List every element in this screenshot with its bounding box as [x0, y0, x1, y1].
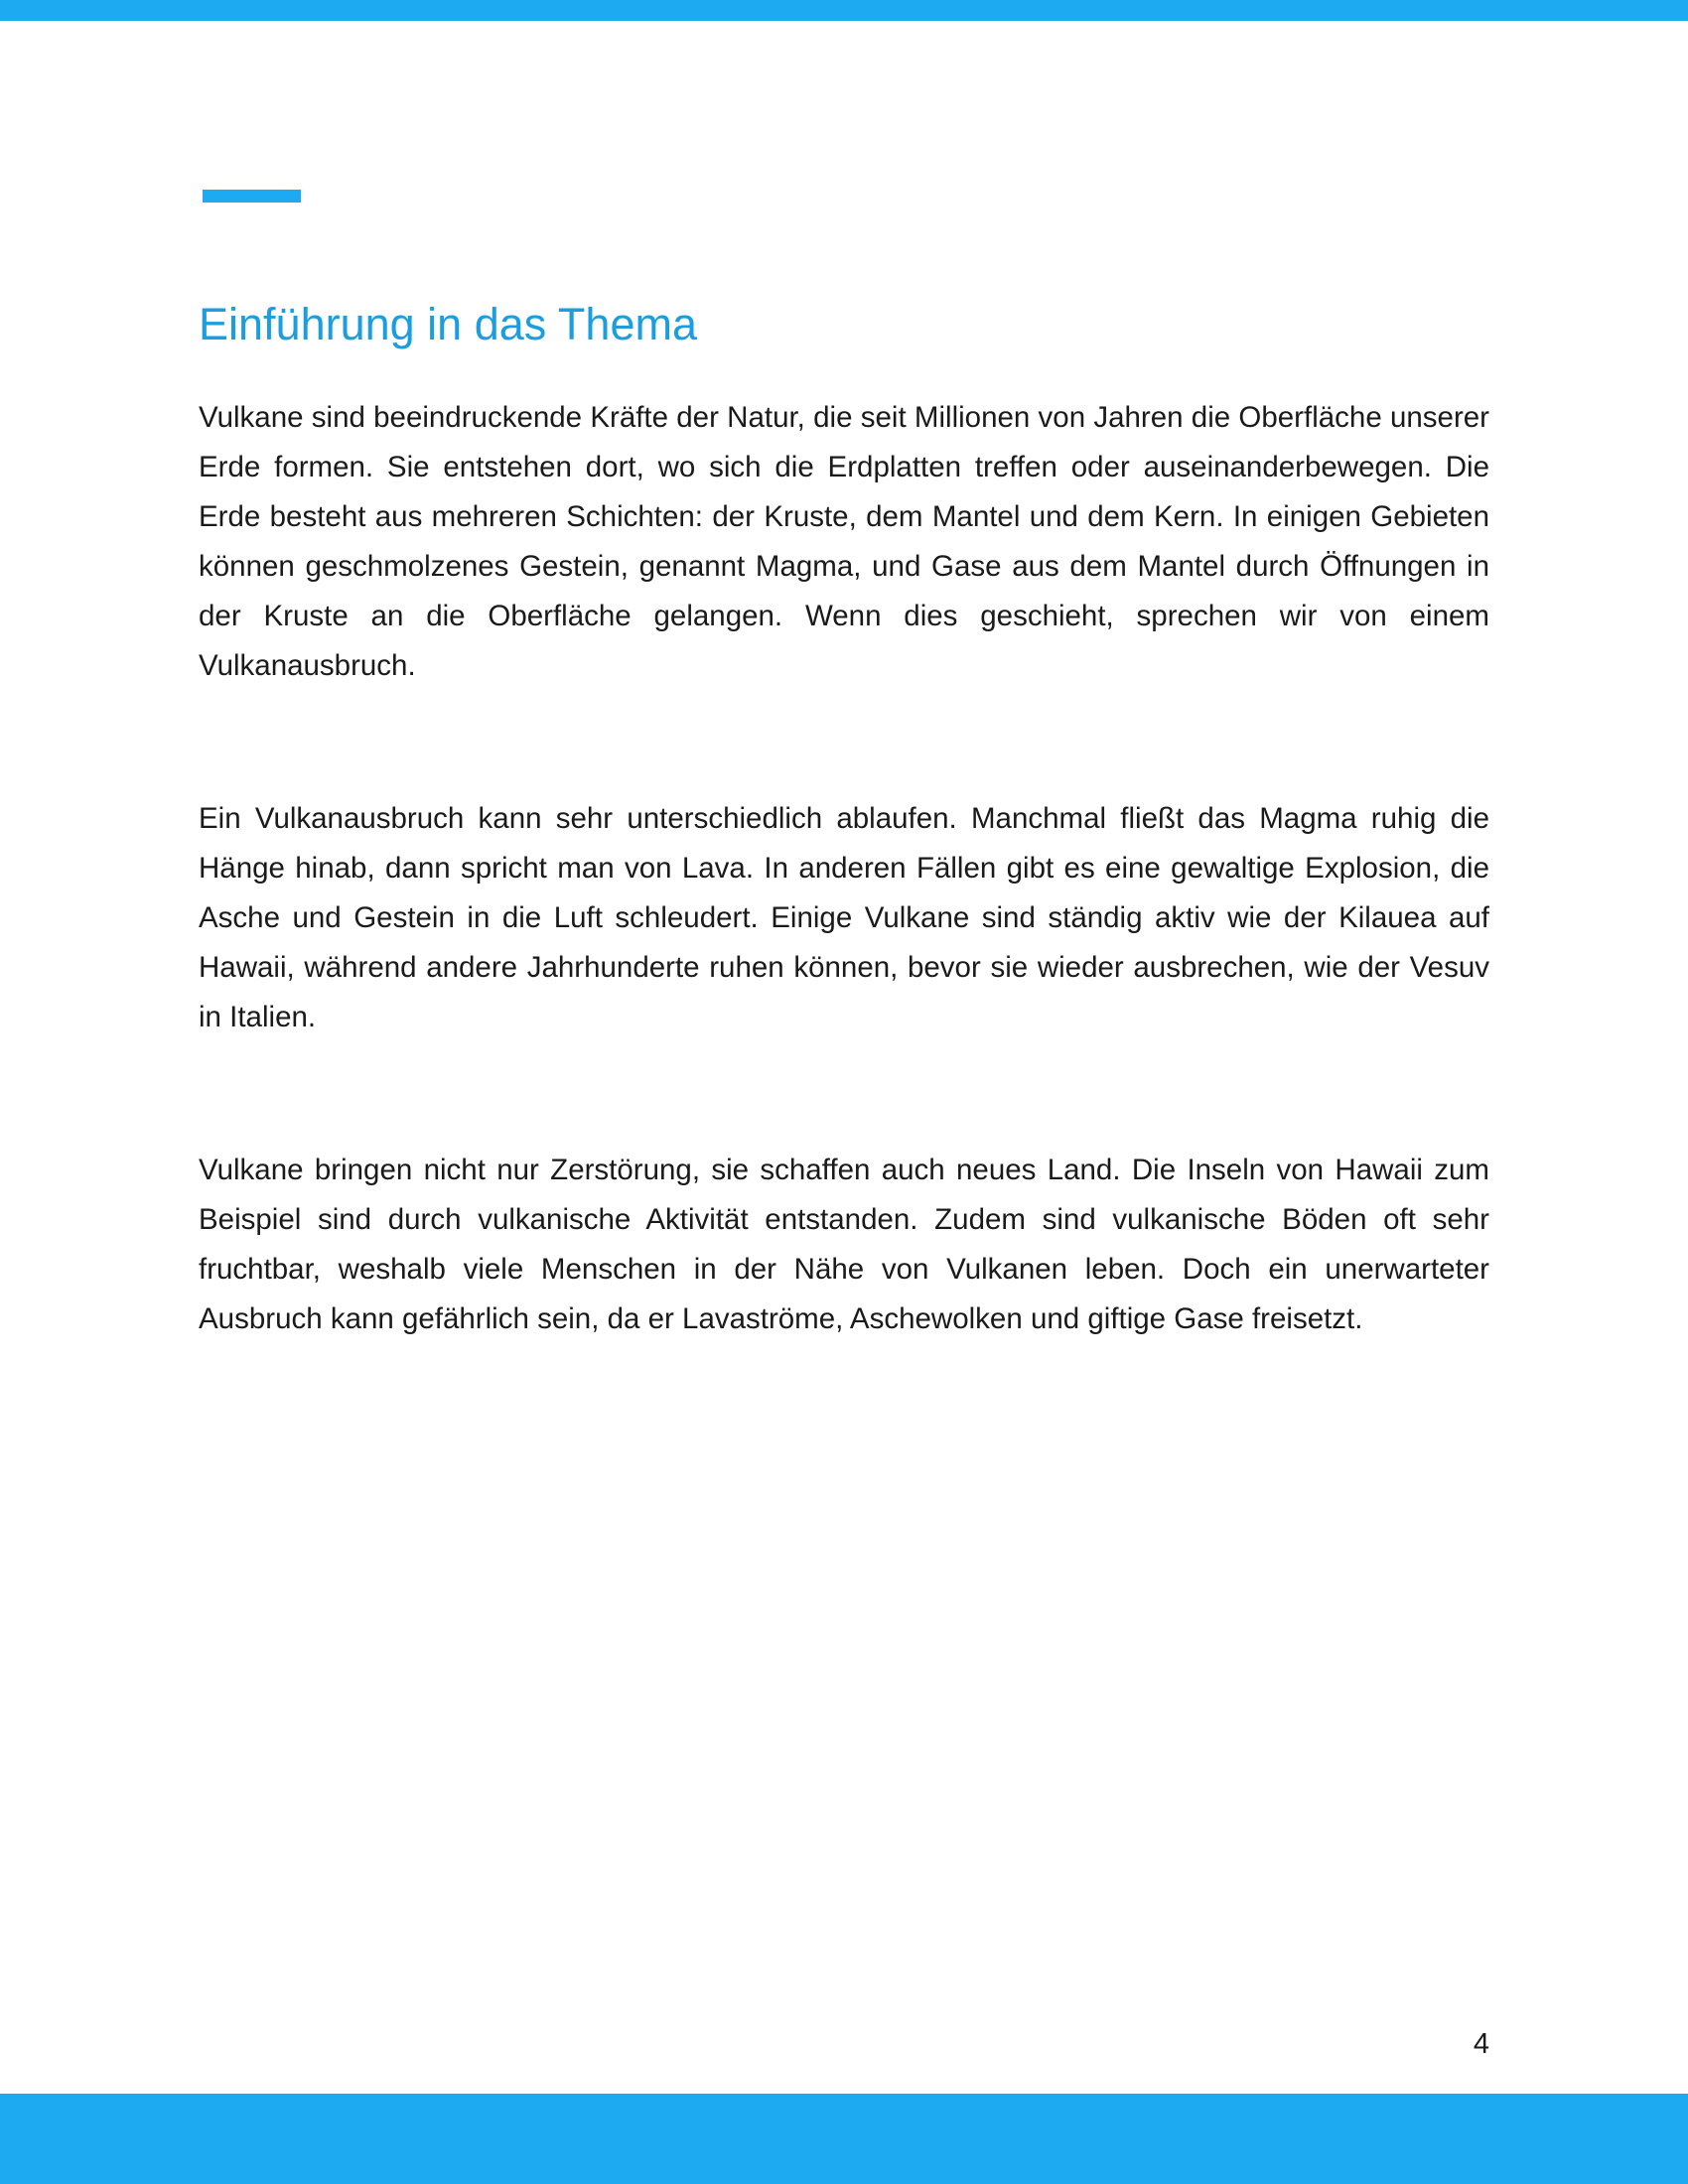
paragraph-2: Ein Vulkanausbruch kann sehr unterschiedlich ablaufen. Manchmal fließt das Magma ruhig die Hänge hinab, dann spricht man von Lava. In anderen Fällen gibt es eine gewaltige Explosion, die Asche und Gestein in die Luft schleudert. Einige Vulkane sind ständig aktiv wie der Kilauea auf Hawaii, während andere Jahrhunderte ruhen können, bevor sie wieder ausbrechen, wie der Vesuv in Italien.	[199, 802, 1489, 1033]
body-text	[199, 393, 1489, 1344]
top-accent-bar	[0, 0, 1688, 21]
page-number: 4	[1473, 2028, 1489, 2060]
bottom-accent-bar	[0, 2094, 1688, 2184]
paragraph-3: Vulkane bringen nicht nur Zerstörung, sie schaffen auch neues Land. Die Inseln von Hawaii zum Beispiel sind durch vulkanische Aktivität entstanden. Zudem sind vulkanische Böden oft sehr fruchtbar, weshalb viele Menschen in der Nähe von Vulkanen leben. Doch ein unerwarteter Ausbruch kann gefährlich sein, da er Lavaströme, Aschewolken und giftige Gase freisetzt.	[199, 1154, 1489, 1335]
paragraph-1: Vulkane sind beeindruckende Kräfte der Natur, die seit Millionen von Jahren die Oberfläche unserer Erde formen. Sie entstehen dort, wo sich die Erdplatten treffen oder auseinanderbewegen. Die Erde besteht aus mehreren Schichten: der Kruste, dem Mantel und dem Kern. In einigen Gebieten können geschmolzenes Gestein, genannt Magma, und Gase aus dem Mantel durch Öffnungen in der Kruste an die Oberfläche gelangen. Wenn dies geschieht, sprechen wir von einem Vulkanausbruch.	[199, 401, 1489, 682]
section-accent-dash	[203, 190, 301, 203]
section-heading: Einführung in das Thema	[199, 299, 697, 349]
